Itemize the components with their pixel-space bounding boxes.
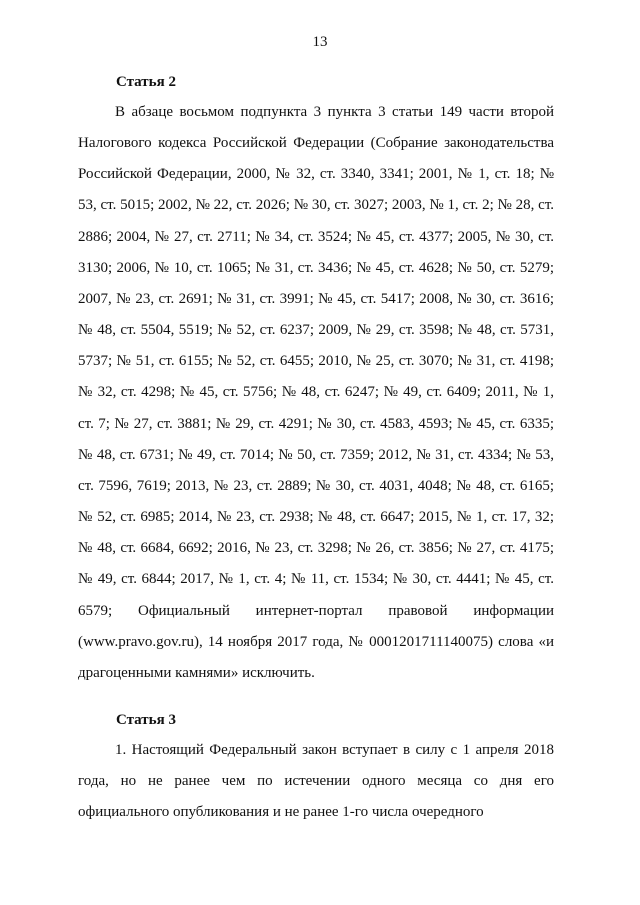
article-2-heading: Статья 2 bbox=[116, 74, 176, 90]
article-3-heading: Статья 3 bbox=[116, 712, 176, 728]
article-3-paragraph-1: 1. Настоящий Федеральный закон вступает в силу с 1 апреля 2018 года, но не ранее чем по истечении одного месяца со дня его официального опубликования и не ранее 1-го числа очередного bbox=[78, 742, 554, 821]
article-2-text: В абзаце восьмом подпункта 3 пункта 3 статьи 149 части второй Налогового кодекса Российской Федерации (Собрание законодательства Российской Федерации, 2000, № 32, ст. 3340, 3341; 2001, № 1, ст. 18; № 53, ст. 5015; 2002, № 22, ст. 2026; № 30, ст. 3027; 2003, № 1, ст. 2; № 28, ст. 2886; 2004, № 27, ст. 2711; № 34, ст. 3524; № 45, ст. 4377; 2005, № 30, ст. 3130; 2006, № 10, ст. 1065; № 31, ст. 3436; № 45, ст. 4628; № 50, ст. 5279; 2007, № 23, ст. 2691; № 31, ст. 3991; № 45, ст. 5417; 2008, № 30, ст. 3616; № 48, ст. 5504, 5519; № 52, ст. 6237; 2009, № 29, ст. 3598; № 48, ст. 5731, 5737; № 51, ст. 6155; № 52, ст. 6455; 2010, № 25, ст. 3070; № 31, ст. 4198; № 32, ст. 4298; № 45, ст. 5756; № 48, ст. 6247; № 49, ст. 6409; 2011, № 1, ст. 7; № 27, ст. 3881; № 29, ст. 4291; № 30, ст. 4583, 4593; № 45, ст. 6335; № 48, ст. 6731; № 49, ст. 7014; № 50, ст. 7359; 2012, № 31, ст. 4334; № 53, ст. 7596, 7619; 2013, № 23, ст. 2889; № 30, ст. 4031, 4048; № 48, ст. 6165; № 52, ст. 6985; 2014, № 23, ст. 2938; № 48, ст. 6647; 2015, № 1, ст. 17, 32; № 48, ст. 6684, 6692; 2016, № 23, ст. 3298; № 26, ст. 3856; № 27, ст. 4175; № 49, ст. 6844; 2017, № 1, ст. 4; № 11, ст. 1534; № 30, ст. 4441; № 45, ст. 6579; Официальный интернет-портал правовой информации (www.pravo.gov.ru), 14 ноября 2017 года, № 0001201711140075) слова «и драгоценными камнями» исключить. bbox=[78, 104, 554, 681]
page-number: 13 bbox=[312, 34, 328, 50]
